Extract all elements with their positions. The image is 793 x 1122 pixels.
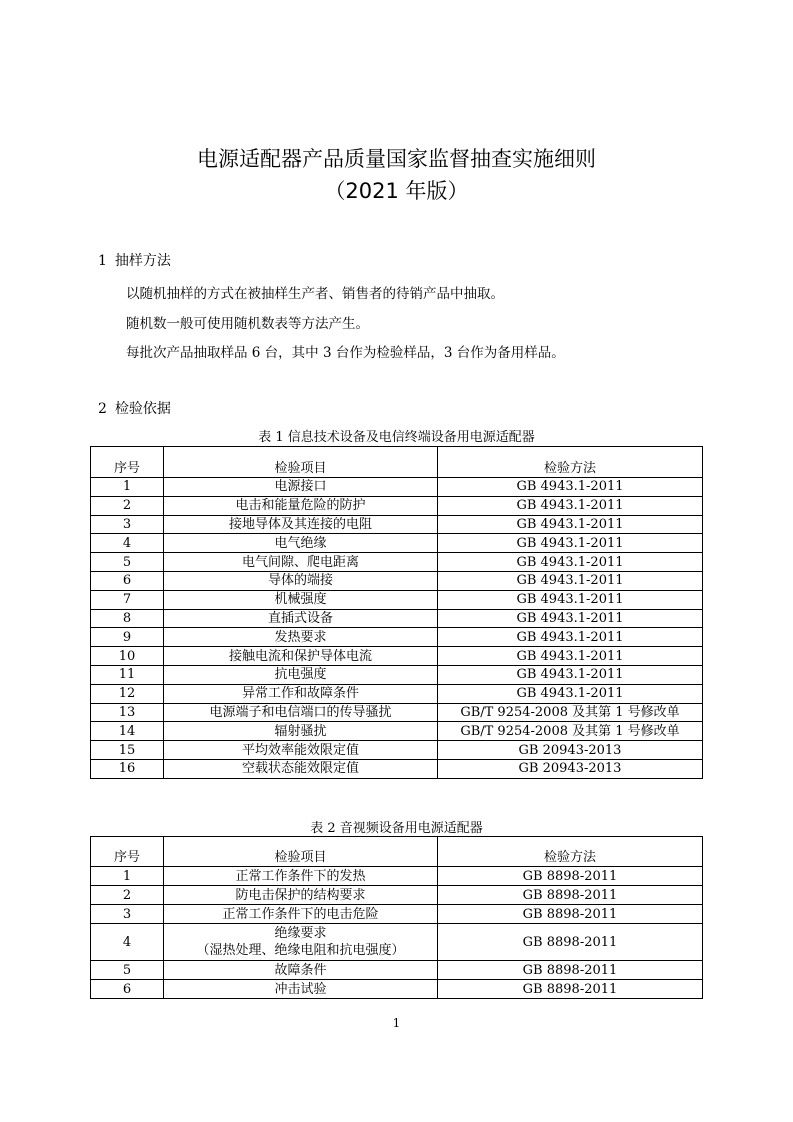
test-item-line: 防电击保护的结构要求: [235, 887, 366, 903]
test-method-cell: GB 4943.1-2011: [438, 590, 703, 609]
row-number-cell: 6: [91, 980, 164, 999]
test-item-line: 故障条件: [274, 962, 327, 978]
table-1-caption: 表 1 信息技术设备及电信终端设备用电源适配器: [258, 430, 535, 445]
row-number-cell: 9: [91, 628, 164, 647]
table-header-row: [91, 447, 703, 478]
test-item-line: 冲击试验: [274, 981, 327, 997]
section-title: 检验依据: [114, 401, 171, 417]
test-item-cell: 直插式设备: [164, 609, 438, 628]
table-header-row: [91, 837, 703, 867]
test-method-cell: GB 4943.1-2011: [438, 571, 703, 590]
test-item-cell: 机械强度: [164, 590, 438, 609]
document-title: 电源适配器产品质量国家监督抽查实施细则: [197, 147, 596, 171]
table-row: [91, 534, 703, 553]
row-number-cell: 5: [91, 961, 164, 980]
test-method-cell: GB 4943.1-2011: [438, 684, 703, 703]
test-item-cell: 辐射骚扰: [164, 722, 438, 741]
test-method-cell: GB/T 9254-2008 及其第 1 号修改单: [438, 703, 703, 722]
document-subtitle-edition: （2021 年版）: [324, 179, 469, 203]
table-row: [91, 684, 703, 703]
paragraph: 以随机抽样的方式在被抽样生产者、销售者的待销产品中抽取。: [126, 286, 504, 302]
test-item-cell: 电气绝缘: [164, 534, 438, 553]
test-item-line: 正常工作条件下的发热: [235, 868, 366, 884]
section-1-heading: [98, 250, 171, 270]
table-row: [91, 905, 703, 924]
header-cell: 序号: [91, 447, 164, 478]
row-number-cell: 1: [91, 867, 164, 886]
row-number-cell: 10: [91, 647, 164, 666]
test-method-cell: GB 8898-2011: [438, 924, 703, 961]
test-method-cell: GB 8898-2011: [438, 867, 703, 886]
test-item-cell: 抗电强度: [164, 665, 438, 684]
row-number-cell: 6: [91, 571, 164, 590]
row-number-cell: 15: [91, 741, 164, 760]
table-row: [91, 961, 703, 980]
test-method-cell: GB 4943.1-2011: [438, 534, 703, 553]
table-row: [91, 647, 703, 666]
row-number-cell: 16: [91, 759, 164, 778]
table-row: [91, 496, 703, 515]
table-row: [91, 590, 703, 609]
test-method-cell: GB 8898-2011: [438, 980, 703, 999]
test-item-cell: [164, 980, 438, 999]
table-row: [91, 665, 703, 684]
row-number-cell: 14: [91, 722, 164, 741]
section-2-heading: [98, 398, 171, 418]
section-number: 2: [98, 401, 107, 417]
test-item-cell: 发热要求: [164, 628, 438, 647]
section-title: 抽样方法: [114, 253, 171, 269]
row-number-cell: 11: [91, 665, 164, 684]
test-item-cell: 异常工作和故障条件: [164, 684, 438, 703]
test-item-cell: [164, 961, 438, 980]
test-method-cell: GB 4943.1-2011: [438, 609, 703, 628]
test-item-cell: 空载状态能效限定值: [164, 759, 438, 778]
test-item-cell: [164, 886, 438, 905]
test-item-line: 正常工作条件下的电击危险: [222, 906, 379, 922]
header-cell: 检验方法: [438, 837, 703, 867]
row-number-cell: 4: [91, 924, 164, 961]
test-item-cell: 电气间隙、爬电距离: [164, 553, 438, 572]
header-cell: 检验项目: [164, 837, 438, 867]
row-number-cell: 4: [91, 534, 164, 553]
header-cell: 检验项目: [164, 447, 438, 478]
test-item-cell: 电击和能量危险的防护: [164, 496, 438, 515]
table-row: [91, 867, 703, 886]
test-method-cell: GB 4943.1-2011: [438, 496, 703, 515]
table-row: [91, 703, 703, 722]
test-item-cell: 电源端子和电信端口的传导骚扰: [164, 703, 438, 722]
test-item-cell: 平均效率能效限定值: [164, 741, 438, 760]
test-method-cell: GB 20943-2013: [438, 759, 703, 778]
table-2-body: [91, 867, 703, 999]
paragraph: 每批次产品抽取样品 6 台，其中 3 台作为检验样品，3 台作为备用样品。: [126, 345, 565, 361]
test-item-detail-line: （湿热处理、绝缘电阻和抗电强度）: [196, 943, 405, 958]
table-row: [91, 924, 703, 961]
table-1: [90, 446, 703, 779]
test-method-cell: GB 4943.1-2011: [438, 553, 703, 572]
test-item-cell: [164, 924, 438, 961]
section-number: 1: [98, 253, 107, 269]
table-row: [91, 741, 703, 760]
table-row: [91, 722, 703, 741]
test-method-cell: GB 8898-2011: [438, 886, 703, 905]
test-method-cell: GB 4943.1-2011: [438, 665, 703, 684]
test-method-cell: GB 8898-2011: [438, 961, 703, 980]
test-item-cell: 电源接口: [164, 478, 438, 497]
table-row: [91, 515, 703, 534]
table-2-caption: 表 2 音视频设备用电源适配器: [310, 821, 483, 836]
test-method-cell: GB 4943.1-2011: [438, 515, 703, 534]
test-method-cell: GB 4943.1-2011: [438, 628, 703, 647]
table-row: [91, 553, 703, 572]
table-2: [90, 836, 703, 999]
row-number-cell: 2: [91, 496, 164, 515]
header-cell: 序号: [91, 837, 164, 867]
row-number-cell: 12: [91, 684, 164, 703]
row-number-cell: 13: [91, 703, 164, 722]
page-number: 1: [392, 1016, 401, 1030]
test-item-cell: 接地导体及其连接的电阻: [164, 515, 438, 534]
test-method-cell: GB 4943.1-2011: [438, 478, 703, 497]
table-row: [91, 628, 703, 647]
test-item-cell: [164, 867, 438, 886]
header-cell: 检验方法: [438, 447, 703, 478]
test-method-cell: GB/T 9254-2008 及其第 1 号修改单: [438, 722, 703, 741]
row-number-cell: 5: [91, 553, 164, 572]
paragraph: 随机数一般可使用随机数表等方法产生。: [126, 316, 369, 332]
row-number-cell: 3: [91, 515, 164, 534]
table-row: [91, 571, 703, 590]
row-number-cell: 7: [91, 590, 164, 609]
table-row: [91, 759, 703, 778]
table-row: [91, 980, 703, 999]
row-number-cell: 3: [91, 905, 164, 924]
test-method-cell: GB 4943.1-2011: [438, 647, 703, 666]
row-number-cell: 1: [91, 478, 164, 497]
test-method-cell: GB 20943-2013: [438, 741, 703, 760]
table-row: [91, 478, 703, 497]
test-method-cell: GB 8898-2011: [438, 905, 703, 924]
table-row: [91, 886, 703, 905]
test-item-cell: [164, 905, 438, 924]
table-row: [91, 609, 703, 628]
row-number-cell: 8: [91, 609, 164, 628]
table-1-body: [91, 478, 703, 779]
test-item-cell: 导体的端接: [164, 571, 438, 590]
row-number-cell: 2: [91, 886, 164, 905]
test-item-line: 绝缘要求: [274, 926, 327, 941]
test-item-cell: 接触电流和保护导体电流: [164, 647, 438, 666]
